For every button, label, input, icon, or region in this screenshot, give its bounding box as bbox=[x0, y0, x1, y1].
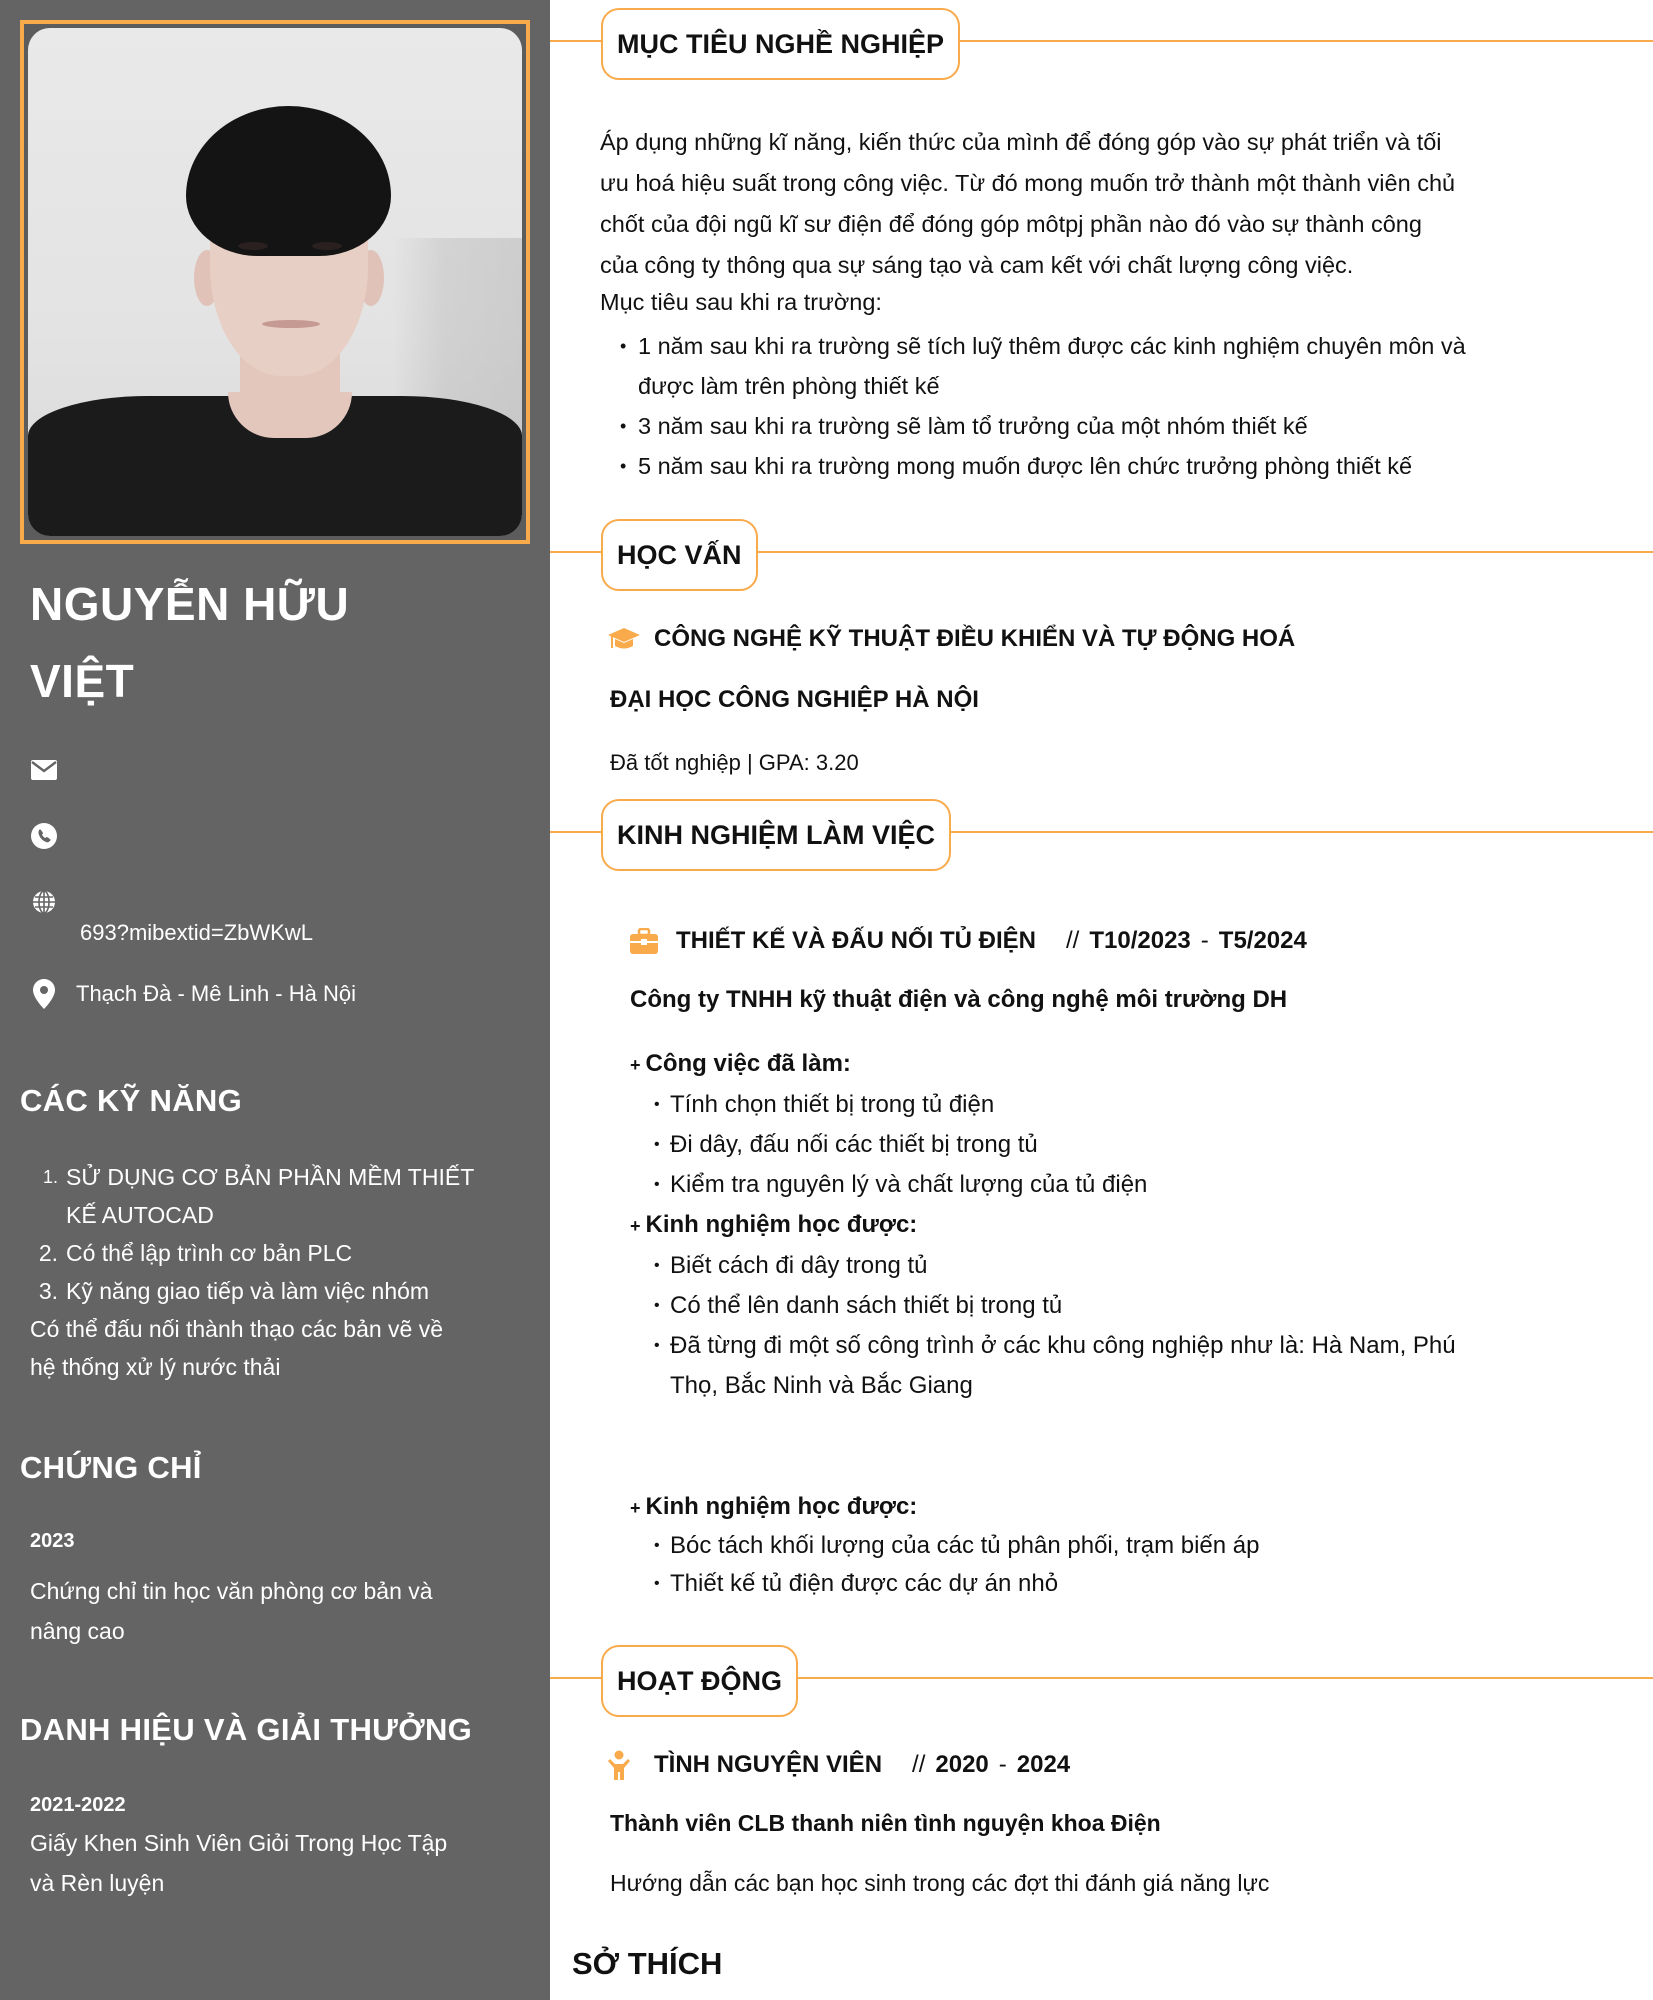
experience-group: + Công việc đã làm: • Tính chọn thiết bị trong tủ điện • Đi dây, đấu nối các thiết bị trong tủ • Kiểm tra nguyên lý và chất lượng của tủ điện + Kinh nghiệm học được: • Biết cách đi dây trong tủ • Có thể lên danh sách thiết bị trong tủ • Đã từng đi một số công trình ở các khu công nghiệp như là: Hà Nam, Phú Thọ, Bắc Ninh và Bắc Giang bbox=[630, 1044, 1630, 1406]
email-icon bbox=[30, 756, 58, 784]
objective-goals bbox=[620, 326, 1630, 486]
person-icon bbox=[608, 1750, 644, 1780]
experience-item: • Tính chọn thiết bị trong tủ điện bbox=[654, 1091, 995, 1118]
skill-item: 3. Kỹ năng giao tiếp và làm việc nhóm bbox=[38, 1278, 430, 1304]
briefcase-icon bbox=[630, 926, 666, 956]
experience-item: • Kiểm tra nguyên lý và chất lượng của tủ điện bbox=[654, 1171, 1148, 1198]
activity-desc: Hướng dẫn các bạn học sinh trong các đợt thi đánh giá năng lực bbox=[610, 1870, 1270, 1896]
experience-item: • Đi dây, đấu nối các thiết bị trong tủ bbox=[654, 1131, 1038, 1158]
name-line-2: VIỆT bbox=[30, 655, 135, 707]
skills-heading: CÁC KỸ NĂNG bbox=[20, 1083, 243, 1118]
experience-item: • Có thể lên danh sách thiết bị trong tủ bbox=[654, 1292, 1063, 1319]
education-major: CÔNG NGHỆ KỸ THUẬT ĐIỀU KHIỂN VÀ TỰ ĐỘNG HOÁ bbox=[608, 624, 1356, 654]
contact-phone bbox=[30, 822, 76, 850]
phone-icon bbox=[30, 822, 58, 850]
sidebar bbox=[0, 0, 550, 2000]
activity-org: Thành viên CLB thanh niên tình nguyện khoa Điện bbox=[610, 1810, 1161, 1836]
goal-item: • 1 năm sau khi ra trường sẽ tích luỹ thêm được các kinh nghiệm chuyên môn và được làm trên phòng thiết kế bbox=[620, 333, 1466, 399]
skill-item: 1. SỬ DỤNG CƠ BẢN PHẦN MỀM THIẾT KẾ AUTOCAD bbox=[42, 1164, 475, 1228]
objective-text: Áp dụng những kĩ năng, kiến thức của mình để đóng góp vào sự phát triển và tối ưu hoá hiệu suất trong công việc. Từ đó mong muốn trở thành một thành viên chủ chốt của đội ngũ kĩ sư điện để đóng góp môtpj phần nào đó vào sự thành công của công ty thông qua sự sáng tạo và cam kết với chất lượng công việc. Mục tiêu sau khi ra trường: bbox=[600, 129, 1456, 315]
candidate-name bbox=[30, 566, 510, 720]
awards-heading: DANH HIỆU VÀ GIẢI THƯỞNG bbox=[20, 1712, 473, 1747]
contact-email bbox=[30, 756, 76, 784]
award-text: Giấy Khen Sinh Viên Giỏi Trong Học Tập và Rèn luyện bbox=[30, 1830, 448, 1896]
certificates-heading: CHỨNG CHỈ bbox=[20, 1450, 202, 1485]
job-date-start: T10/2023 bbox=[1089, 927, 1191, 954]
experience-item: • Bóc tách khối lượng của các tủ phân phối, trạm biến áp bbox=[654, 1532, 1260, 1559]
experience-item: • Biết cách đi dây trong tủ bbox=[654, 1252, 928, 1279]
education-heading: HỌC VẤN bbox=[601, 519, 758, 591]
profile-photo bbox=[28, 28, 522, 536]
website-value-continued[interactable]: 693?mibextid=ZbWKwL bbox=[80, 920, 313, 945]
contact-location bbox=[30, 980, 356, 1008]
skills-note: Có thể đấu nối thành thạo các bản vẽ về hệ thống xử lý nước thải bbox=[30, 1316, 444, 1380]
skills-list bbox=[28, 1158, 508, 1386]
name-line-1: NGUYỄN HỮU bbox=[30, 578, 350, 630]
education-school: ĐẠI HỌC CÔNG NGHIỆP HÀ NỘI bbox=[610, 686, 979, 713]
hobbies-heading: SỞ THÍCH bbox=[572, 1946, 723, 1981]
activities-heading: HOẠT ĐỘNG bbox=[601, 1645, 798, 1717]
experience-item: • Đã từng đi một số công trình ở các khu công nghiệp như là: Hà Nam, Phú Thọ, Bắc Ninh và Bắc Giang bbox=[654, 1332, 1456, 1399]
goal-item: • 3 năm sau khi ra trường sẽ làm tổ trưởng của một nhóm thiết kế bbox=[620, 413, 1308, 439]
experience-item: • Thiết kế tủ điện được các dự án nhỏ bbox=[654, 1570, 1059, 1597]
job-title: THIẾT KẾ VÀ ĐẤU NỐI TỦ ĐIỆN bbox=[676, 927, 1037, 954]
company-name: Công ty TNHH kỹ thuật điện và công nghệ môi trường DH bbox=[630, 986, 1288, 1013]
experience-group: + Kinh nghiệm học được: • Bóc tách khối lượng của các tủ phân phối, trạm biến áp • Thiết kế tủ điện được các dự án nhỏ bbox=[630, 1488, 1630, 1603]
location-value: Thạch Đà - Mê Linh - Hà Nội bbox=[76, 981, 356, 1006]
experience-heading: KINH NGHIỆM LÀM VIỆC bbox=[601, 799, 951, 871]
location-icon bbox=[30, 980, 58, 1008]
experience-job-row: THIẾT KẾ VÀ ĐẤU NỐI TỦ ĐIỆN // T10/2023 - T5/2024 bbox=[630, 926, 1307, 956]
activity-role: TÌNH NGUYỆN VIÊN bbox=[654, 1751, 883, 1778]
activity-row: TÌNH NGUYỆN VIÊN // 2020 - 2024 bbox=[608, 1750, 1070, 1780]
skill-item: 2. Có thể lập trình cơ bản PLC bbox=[38, 1240, 353, 1266]
globe-icon bbox=[30, 888, 58, 916]
job-date-end: T5/2024 bbox=[1218, 927, 1307, 954]
certificate-year: 2023 bbox=[30, 1530, 75, 1552]
graduation-cap-icon bbox=[608, 624, 644, 654]
education-status: Đã tốt nghiệp | GPA: 3.20 bbox=[610, 750, 859, 775]
goal-item: • 5 năm sau khi ra trường mong muốn được lên chức trưởng phòng thiết kế bbox=[620, 453, 1413, 479]
objective-heading: MỤC TIÊU NGHỀ NGHIỆP bbox=[601, 8, 960, 80]
certificate-text: Chứng chỉ tin học văn phòng cơ bản và nâng cao bbox=[30, 1578, 433, 1644]
profile-photo-frame bbox=[20, 20, 530, 544]
award-year: 2021-2022 bbox=[30, 1794, 126, 1816]
contact-website bbox=[30, 888, 76, 916]
